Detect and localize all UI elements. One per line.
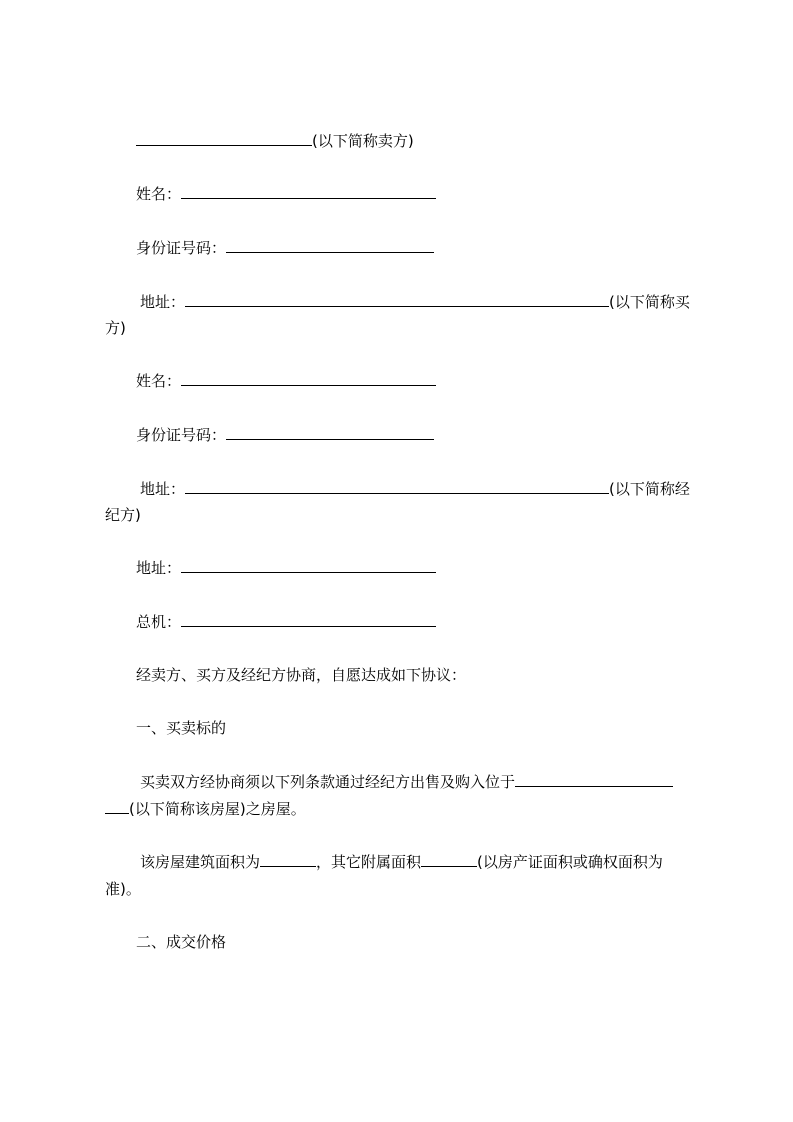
buyer-address-blank (185, 479, 609, 494)
agent-address-label: 地址： (136, 559, 182, 577)
buyer-suffix-line (105, 318, 126, 338)
buyer-suffix-b: 方) (105, 319, 126, 337)
buyer-name-blank (181, 371, 436, 386)
agent-address-blank (181, 558, 436, 573)
section1-para1-line1 (140, 772, 673, 792)
section1-para2-text-c: (以房产证面积或确权面积为 (477, 853, 663, 871)
section1-para2-text-b: ，其它附属面积 (316, 853, 422, 871)
buyer-address-label: 地址： (140, 480, 186, 498)
agent-suffix-b: 纪方) (105, 506, 141, 524)
buyer-id-blank (226, 425, 434, 440)
section1-heading: 一、买卖标的 (136, 719, 227, 737)
agent-phone-label: 总机： (136, 613, 182, 631)
section1-para1-text-b: (以下简称该房屋)之房屋。 (129, 800, 306, 818)
buyer-name-label: 姓名： (136, 372, 182, 390)
seller-id-blank (226, 238, 434, 253)
seller-address-label: 地址： (140, 293, 186, 311)
agent-suffix-line (105, 505, 141, 525)
buyer-id-line (136, 425, 434, 445)
building-area-blank (260, 852, 316, 867)
seller-line (136, 131, 414, 151)
property-location-blank (515, 772, 673, 787)
section1-para2-line1 (140, 852, 663, 872)
buyer-id-label: 身份证号码： (136, 426, 227, 444)
agent-suffix-a: (以下简称经 (609, 480, 690, 498)
buyer-name-line (136, 371, 436, 391)
ancillary-area-blank (421, 852, 477, 867)
seller-id-line (136, 238, 434, 258)
intro-paragraph: 经卖方、买方及经纪方协商，自愿达成如下协议： (136, 666, 467, 684)
section1-para1-line2 (105, 799, 306, 819)
section1-para1-text-a: 买卖双方经协商须以下列条款通过经纪方出售及购入位于 (140, 773, 516, 791)
section1-para2-text-d: 准)。 (105, 880, 141, 898)
seller-name-line (136, 184, 436, 204)
agent-address-line (136, 558, 436, 578)
seller-address-line (140, 292, 690, 312)
seller-blank (136, 131, 312, 146)
seller-name-blank (181, 184, 436, 199)
agent-phone-line (136, 612, 436, 632)
property-location-blank-cont (105, 799, 129, 814)
seller-name-label: 姓名： (136, 185, 182, 203)
seller-address-blank (185, 292, 609, 307)
seller-suffix: (以下简称卖方) (312, 132, 414, 150)
agent-phone-blank (181, 612, 436, 627)
section2-heading: 二、成交价格 (136, 933, 227, 951)
buyer-suffix-a: (以下简称买 (609, 293, 690, 311)
section1-para2-text-a: 该房屋建筑面积为 (140, 853, 261, 871)
section1-para2-line2 (105, 879, 141, 899)
buyer-address-line (140, 479, 690, 499)
seller-id-label: 身份证号码： (136, 239, 227, 257)
